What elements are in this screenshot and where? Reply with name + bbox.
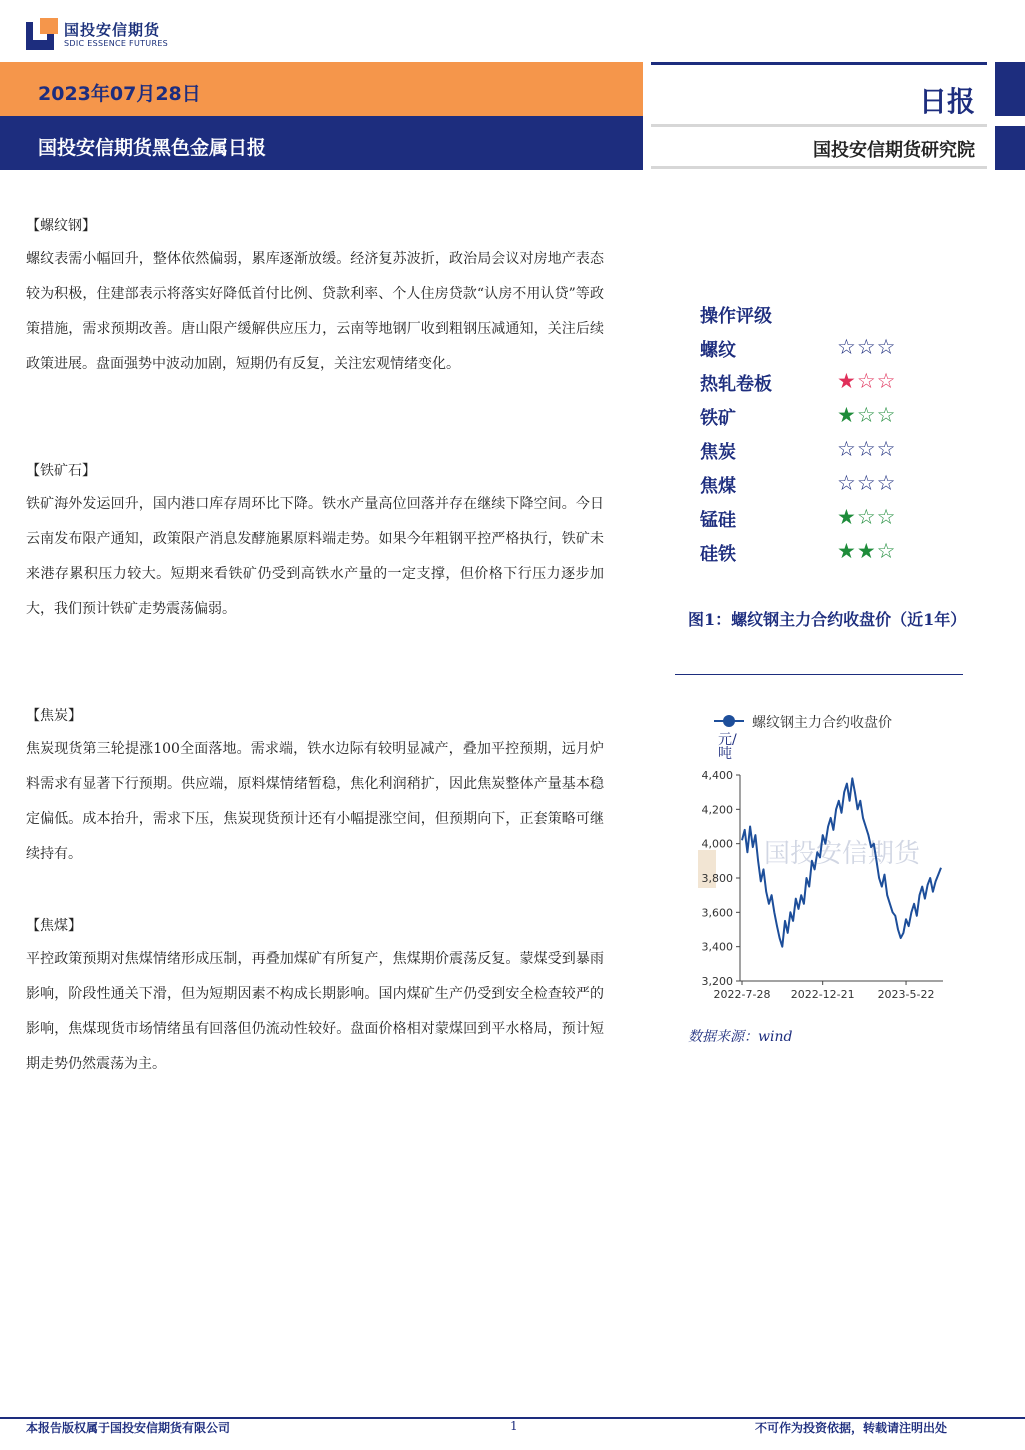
figure-title: 图1：螺纹钢主力合约收盘价（近1年） <box>688 610 967 629</box>
report-type: 日报 <box>918 85 975 118</box>
company-logo-icon <box>26 18 58 50</box>
rating-stars-icon: ★☆☆ <box>837 403 897 427</box>
figure-title-rule <box>675 674 963 675</box>
rating-item-name: 硅铁 <box>700 544 736 565</box>
rating-row <box>700 540 930 570</box>
section-text-coking-coal: 平控政策预期对焦煤情绪形成压制，再叠加煤矿有所复产，焦煤期价震荡反复。蒙煤受到暴雨影响，阶段性通关下滑，但为短期因素不构成长期影响。国内煤矿生产仍受到安全检查较严的影响，焦煤现货市场情绪虽有回落但仍流动性较好。盘面价格相对蒙煤回到平水格局，预计短期走势仍然震荡为主。 <box>26 951 604 1072</box>
x-tick-label: 2022-12-21 <box>790 988 855 1001</box>
section-text-coke: 焦炭现货第三轮提涨100全面落地。需求端，铁水边际有较明显减产，叠加平控预期，远月炉料需求有显著下行预期。供应端，原料煤情绪暂稳，焦化利润稍扩，因此焦炭整体产量基本稳定偏低。成本抬升，需求下压，焦炭现货预计还有小幅提涨空间，但预期向下，正套策略可继续持有。 <box>26 741 604 862</box>
x-tick-label: 2023-5-22 <box>877 988 935 1001</box>
header-rule-bottom <box>651 166 987 169</box>
section-text-iron-ore: 铁矿海外发运回升，国内港口库存周环比下降。铁水产量高位回落并存在继续下降空间。今日云南发布限产通知，政策限产消息发酵施累原料端走势。如果今年粗钢平控严格执行，铁矿未来港存累积压力较大。短期来看铁矿仍受到高铁水产量的一定支撑，但价格下行压力逐步加大，我们预计铁矿走势震荡偏弱。 <box>26 496 604 617</box>
rating-stars-icon: ☆☆☆ <box>837 335 897 359</box>
report-title: 国投安信期货黑色金属日报 <box>38 137 267 159</box>
rating-row <box>700 370 930 400</box>
research-institute: 国投安信期货研究院 <box>813 140 975 161</box>
rating-row <box>700 404 930 434</box>
header-edge-block-top <box>995 62 1025 116</box>
rating-stars-icon: ★☆☆ <box>837 505 897 529</box>
rating-row <box>700 506 930 536</box>
rating-stars-icon: ☆☆☆ <box>837 471 897 495</box>
logo-name-en: SDIC ESSENCE FUTURES <box>64 39 169 48</box>
section-text-rebar: 螺纹表需小幅回升，整体依然偏弱，累库逐渐放缓。经济复苏波折，政治局会议对房地产表态较为积极，住建部表示将落实好降低首付比例、贷款利率、个人住房贷款“认房不用认贷”等政策措施，需求预期改善。唐山限产缓解供应压力，云南等地钢厂收到粗钢压减通知，关注后续政策进展。盘面强势中波动加剧，短期仍有反复，关注宏观情绪变化。 <box>26 251 604 372</box>
report-date: 2023年07月28日 <box>38 83 201 105</box>
header-rule-middle <box>651 124 987 127</box>
y-tick-label: 4,000 <box>701 837 733 851</box>
rating-title: 操作评级 <box>700 306 772 327</box>
section-title-iron-ore: 【铁矿石】 <box>26 463 96 479</box>
rating-item-name: 锰硅 <box>700 510 736 531</box>
footer-page-number: 1 <box>510 1419 518 1433</box>
legend-marker-icon <box>723 715 735 727</box>
y-tick-label: 3,600 <box>701 906 733 920</box>
y-tick-label: 4,200 <box>701 803 733 817</box>
y-tick-label: 3,800 <box>701 872 733 885</box>
section-title-coke: 【焦炭】 <box>26 708 82 724</box>
rating-row <box>700 472 930 502</box>
rating-item-name: 热轧卷板 <box>700 374 772 395</box>
footer-copyright: 本报告版权属于国投安信期货有限公司 <box>26 1421 231 1435</box>
chart-y-axis-unit: 元/吨 <box>718 732 737 762</box>
rating-item-name: 铁矿 <box>700 408 736 429</box>
y-tick-label: 3,200 <box>701 975 733 988</box>
rating-stars-icon: ★☆☆ <box>837 369 897 393</box>
header-rule-top <box>651 62 987 65</box>
rating-stars-icon: ★★☆ <box>837 539 897 563</box>
data-source: 数据来源：wind <box>688 1029 793 1045</box>
rating-row <box>700 336 930 366</box>
y-tick-label: 3,400 <box>701 940 733 954</box>
rating-row <box>700 438 930 468</box>
y-tick-label: 4,400 <box>701 769 733 782</box>
header-edge-block-bottom <box>995 126 1025 170</box>
rating-item-name: 焦炭 <box>700 442 736 463</box>
section-title-rebar: 【螺纹钢】 <box>26 218 96 234</box>
chart-legend-label: 螺纹钢主力合约收盘价 <box>752 715 892 731</box>
rating-item-name: 焦煤 <box>700 476 736 497</box>
logo-name-cn: 国投安信期货 <box>64 21 161 39</box>
section-title-coking-coal: 【焦煤】 <box>26 918 82 934</box>
rating-item-name: 螺纹 <box>700 340 736 361</box>
chart-watermark: 国投安信期货 <box>764 839 921 869</box>
rating-stars-icon: ☆☆☆ <box>837 437 897 461</box>
x-tick-label: 2022-7-28 <box>713 988 771 1001</box>
footer-disclaimer: 不可作为投资依据，转载请注明出处 <box>755 1421 948 1435</box>
